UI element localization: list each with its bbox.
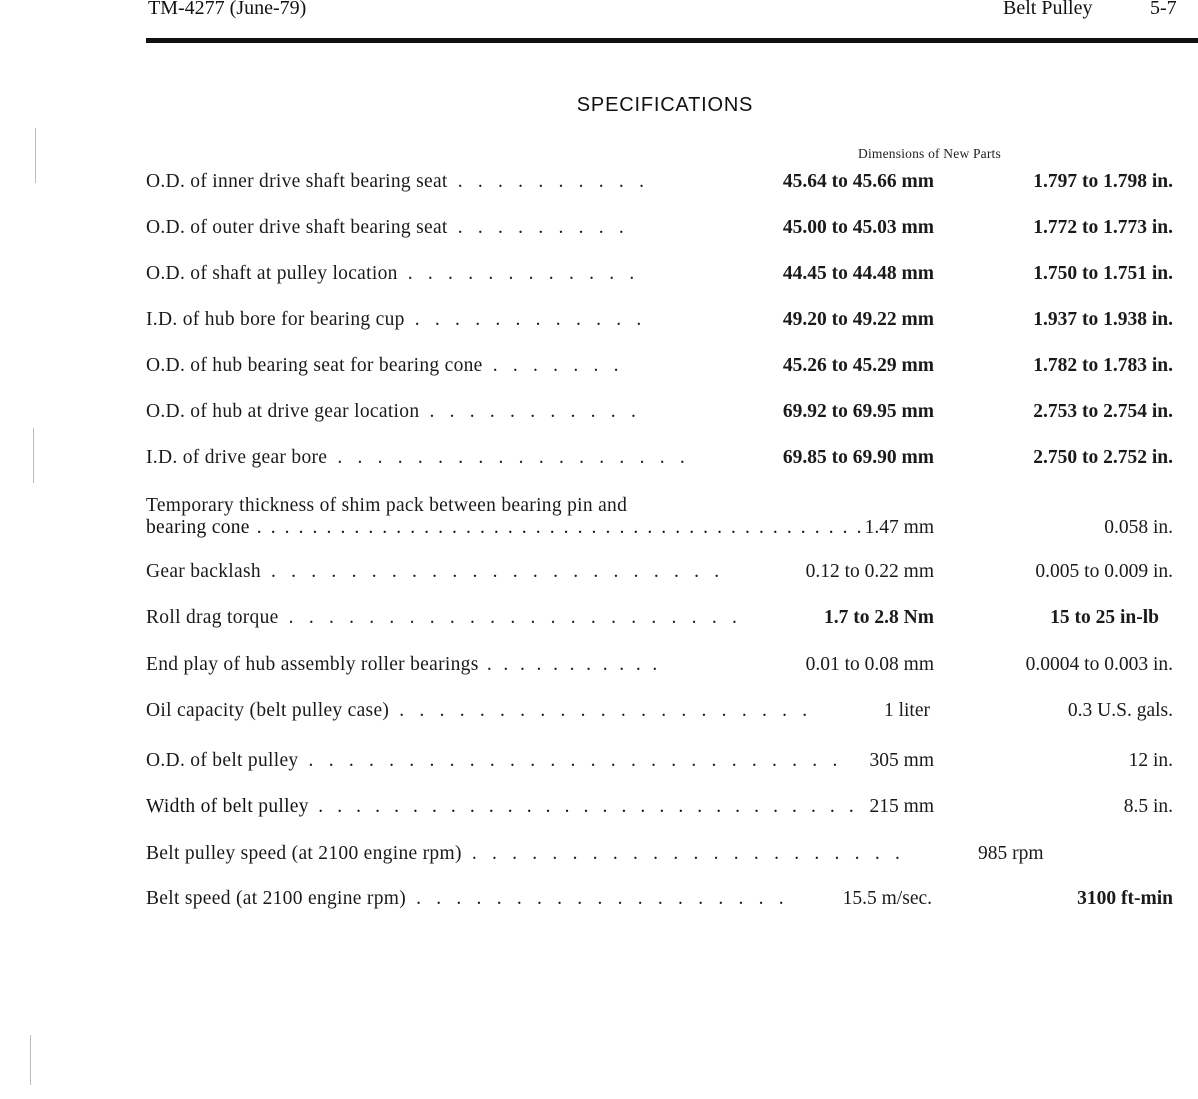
spec-label: Gear backlash . . . . . . . . . . . . . . . . . . . . . . . [146,561,725,582]
spec-metric-value: 44.45 to 44.48 mm [782,263,934,284]
spec-label: O.D. of outer drive shaft bearing seat . . . . . . . . . [146,217,629,238]
spec-label: Belt speed (at 2100 engine rpm) . . . . . . . . . . . . . . . . . . . [146,888,789,909]
spec-metric-value: 45.26 to 45.29 mm [782,355,934,376]
spec-inch-value: 985 rpm [978,843,1044,864]
spec-inch-value: 1.772 to 1.773 in. [1033,217,1173,238]
spec-inch-value: 0.058 in. [1104,517,1173,538]
spec-label: O.D. of hub bearing seat for bearing cone . . . . . . . [146,355,624,376]
document-code: TM-4277 (June-79) [148,0,307,19]
margin-scan-mark [33,428,34,483]
spec-inch-value: 8.5 in. [1123,796,1173,817]
spec-inch-value: 0.005 to 0.009 in. [1035,561,1173,582]
spec-label-line1: Temporary thickness of shim pack between bearing pin and [146,495,628,516]
header-rule [146,38,1198,43]
spec-label: O.D. of belt pulley . . . . . . . . . . . . . . . . . . . . . . . . . . . [146,750,843,771]
page-title: SPECIFICATIONS [576,94,754,116]
spec-metric-value: 45.64 to 45.66 mm [782,171,934,192]
spec-metric-value: 0.12 to 0.22 mm [805,561,934,582]
spec-inch-value: 3100 ft-min [1077,888,1173,909]
spec-metric-value: 45.00 to 45.03 mm [782,217,934,238]
spec-label: Width of belt pulley . . . . . . . . . . . . . . . . . . . . . . . . . . . . . [146,796,859,817]
spec-label: I.D. of hub bore for bearing cup . . . . . . . . . . . . [146,309,647,330]
spec-inch-value: 15 to 25 in-lb [1050,607,1159,628]
spec-inch-value: 1.782 to 1.783 in. [1033,355,1173,376]
column-heading: Dimensions of New Parts [858,146,1001,161]
spec-metric-value: 305 mm [869,750,934,771]
spec-inch-value: 1.937 to 1.938 in. [1033,309,1173,330]
spec-label: O.D. of shaft at pulley location . . . . . . . . . . . . [146,263,640,284]
spec-label: Roll drag torque . . . . . . . . . . . . . . . . . . . . . . . [146,607,743,628]
spec-metric-value: 215 mm [869,796,934,817]
spec-metric-value: 69.85 to 69.90 mm [782,447,934,468]
margin-scan-mark [35,128,36,183]
spec-label: O.D. of inner drive shaft bearing seat . . . . . . . . . . [146,171,650,192]
spec-inch-value: 2.753 to 2.754 in. [1033,401,1173,422]
spec-metric-value: 69.92 to 69.95 mm [782,401,934,422]
spec-inch-value: 12 in. [1128,750,1173,771]
spec-inch-value: 0.0004 to 0.003 in. [1025,654,1173,675]
spec-inch-value: 2.750 to 2.752 in. [1033,447,1173,468]
margin-scan-mark [30,1035,31,1085]
page-number: 5-7 [1150,0,1177,19]
spec-metric-value: 1.47 mm [864,517,934,538]
spec-metric-value: 1.7 to 2.8 Nm [824,607,934,628]
spec-metric-value: 0.01 to 0.08 mm [805,654,934,675]
spec-label: Belt pulley speed (at 2100 engine rpm) . . . . . . . . . . . . . . . . . . . . . . [146,843,906,864]
spec-metric-value: 15.5 m/sec. [842,888,932,909]
spec-label: O.D. of hub at drive gear location . . . . . . . . . . . [146,401,642,422]
spec-label: bearing cone . . . . . . . . . . . . . . . . . . . . . . . . . . . . . . . . . . . . . . . . . . . . [146,517,864,538]
spec-inch-value: 1.750 to 1.751 in. [1033,263,1173,284]
spec-inch-value: 0.3 U.S. gals. [1067,700,1173,721]
spec-label: End play of hub assembly roller bearings . . . . . . . . . . . [146,654,661,675]
spec-label: I.D. of drive gear bore . . . . . . . . . . . . . . . . . . [146,447,690,468]
section-title: Belt Pulley [1003,0,1093,19]
spec-metric-value: 49.20 to 49.22 mm [782,309,934,330]
spec-label: Oil capacity (belt pulley case) . . . . . . . . . . . . . . . . . . . . . [146,700,813,721]
spec-inch-value: 1.797 to 1.798 in. [1033,171,1173,192]
spec-metric-value: 1 liter [883,700,930,721]
